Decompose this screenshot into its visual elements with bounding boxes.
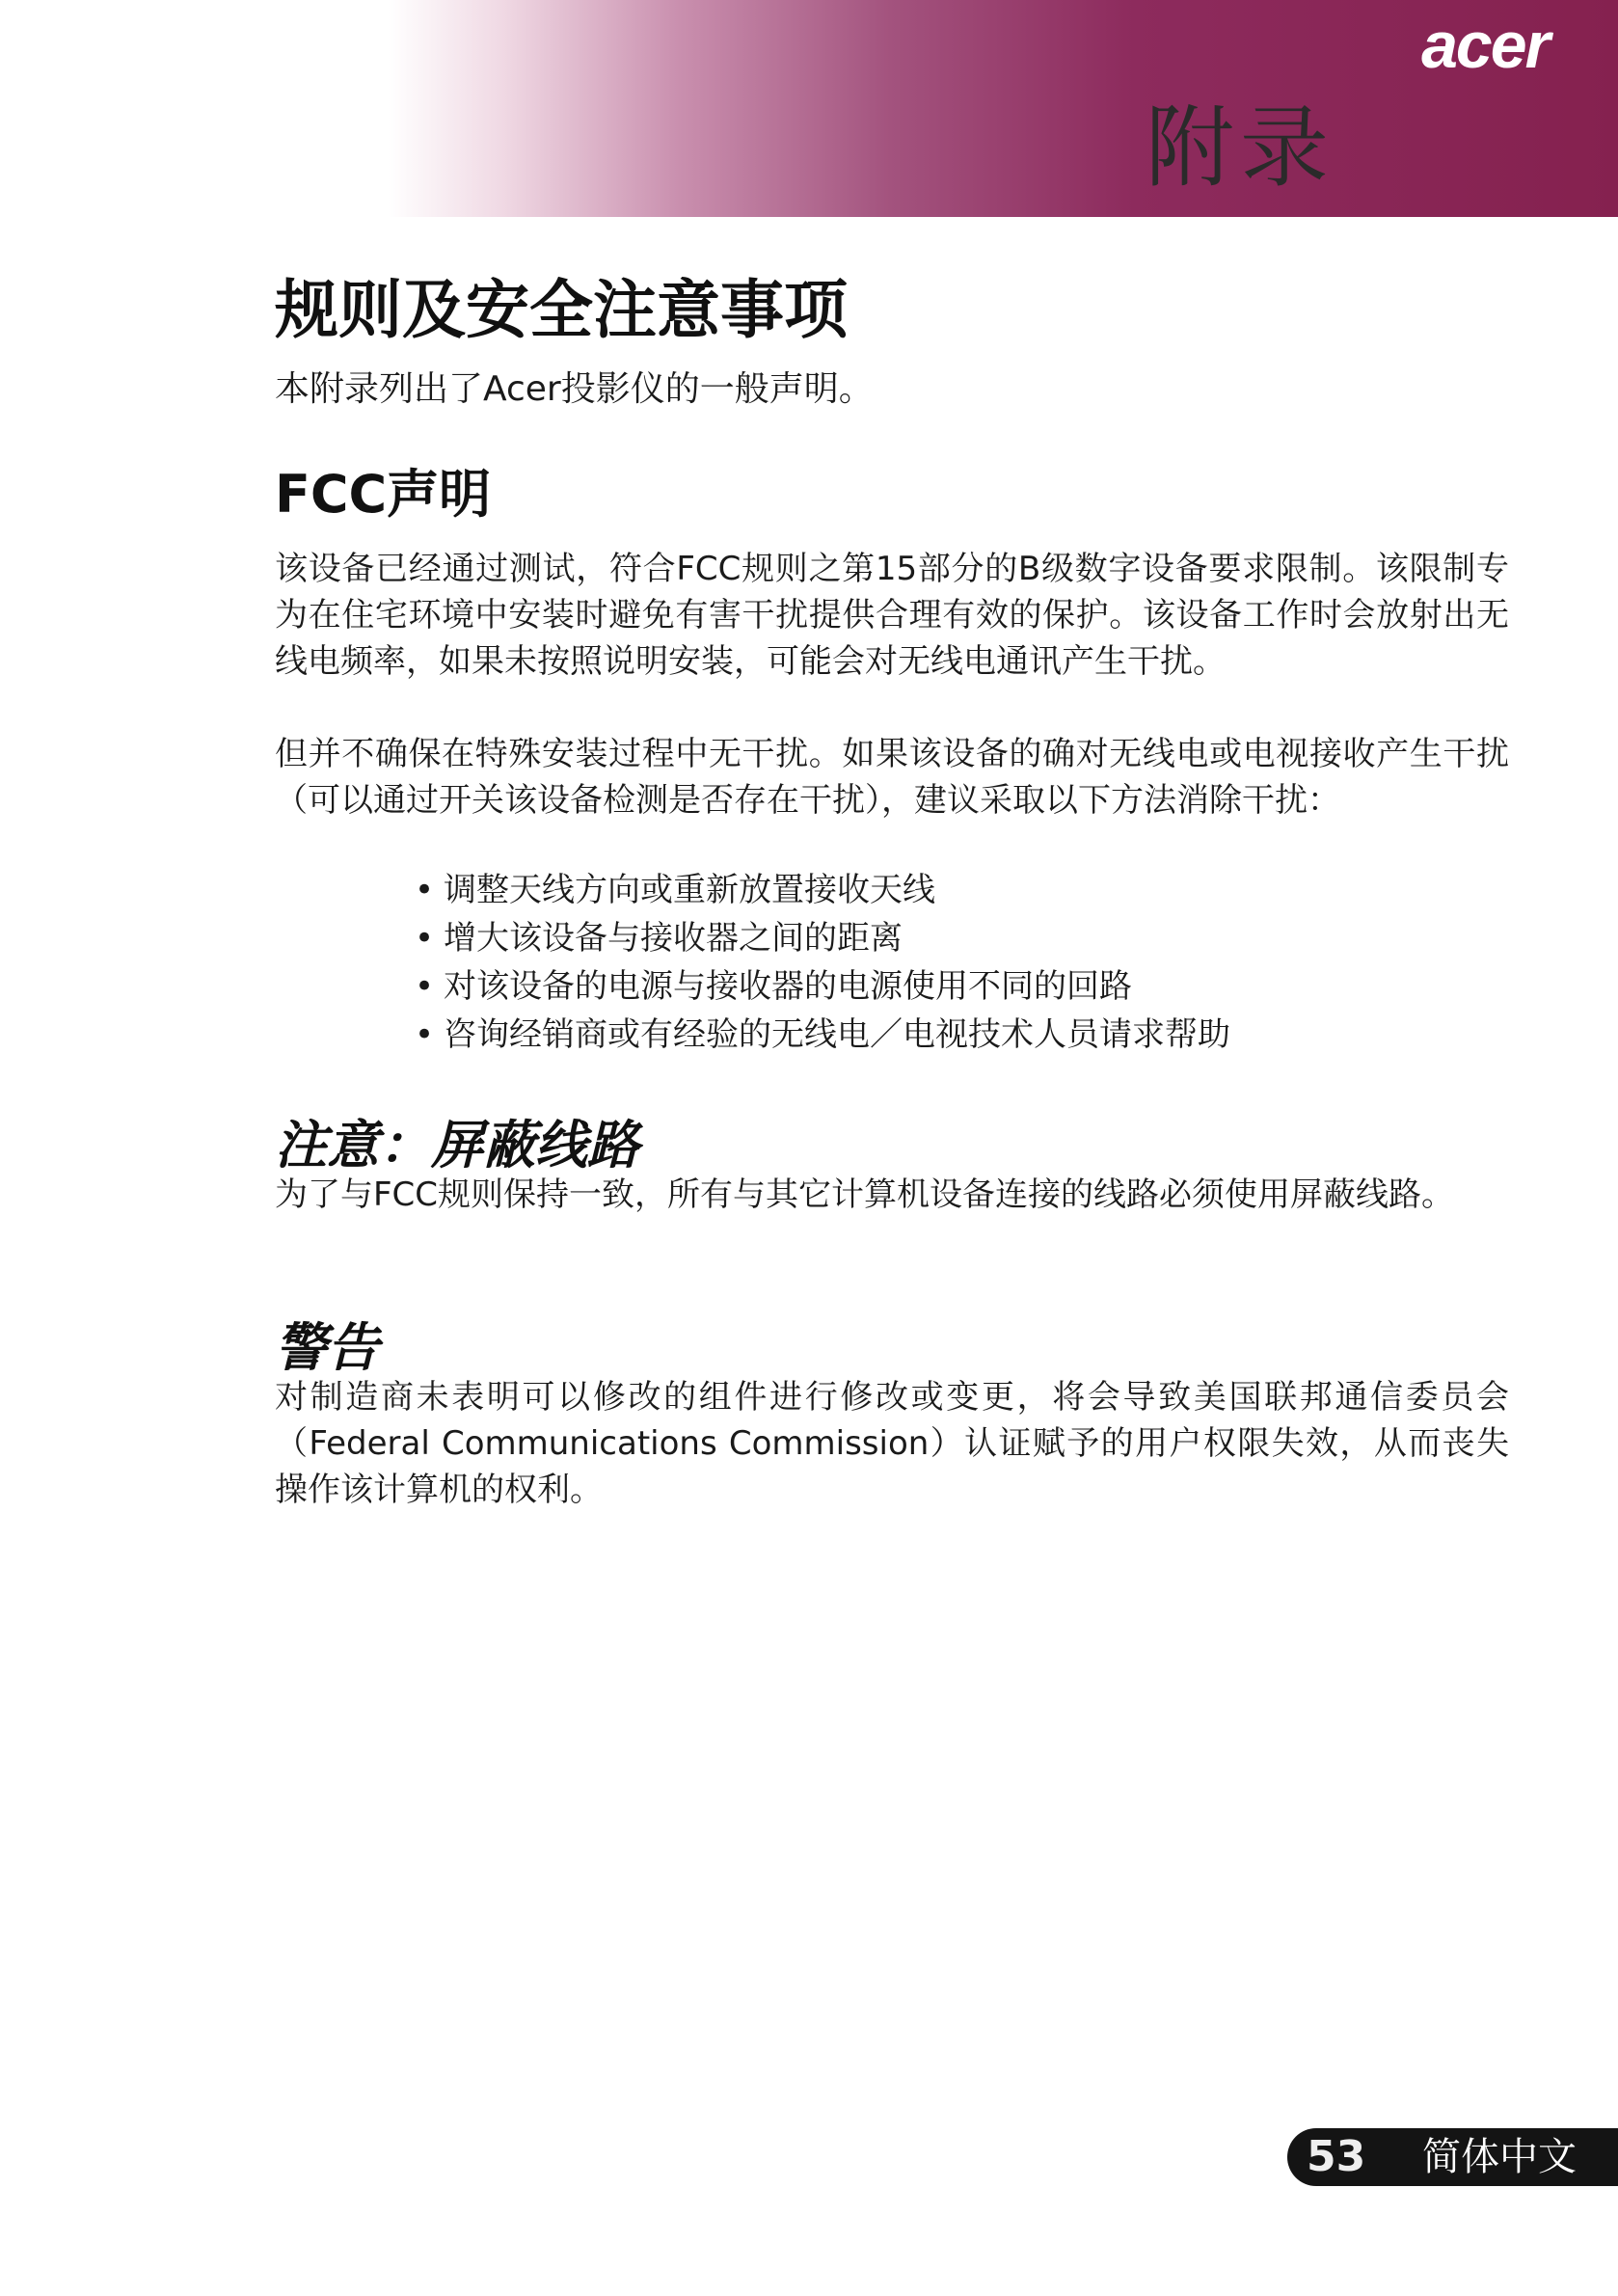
intro-text: 本附录列出了Acer投影仪的一般声明。: [275, 369, 874, 409]
page-title: 规则及安全注意事项: [275, 273, 848, 347]
remedy-list: [415, 866, 1230, 1059]
acer-logo: acer: [1421, 9, 1549, 82]
list-item: • 对该设备的电源与接收器的电源使用不同的回路: [415, 962, 1230, 1011]
fcc-heading: FCC声明: [275, 464, 492, 525]
fcc-paragraph-2: 但并不确保在特殊安装过程中无干扰。如果该设备的确对无线电或电视接收产生干扰（可以通过开关该设备检测是否存在干扰），建议采取以下方法消除干扰：: [275, 735, 1509, 820]
footer-language: 简体中文: [1422, 2135, 1577, 2179]
notice-text: 为了与FCC规则保持一致，所有与其它计算机设备连接的线路必须使用屏蔽线路。: [275, 1175, 1455, 1214]
header-band: [0, 0, 1618, 217]
list-item: • 调整天线方向或重新放置接收天线: [415, 866, 1230, 914]
fcc-paragraph-1: 该设备已经通过测试，符合FCC规则之第15部分的B级数字设备要求限制。该限制专为在住宅环境中安装时避免有害干扰提供合理有效的保护。该设备工作时会放射出无线电频率，如果未按照说明安装，可能会对无线电通讯产生干扰。: [275, 550, 1509, 681]
page-number: 53: [1307, 2132, 1366, 2181]
chapter-title: 附录: [1146, 96, 1335, 200]
warning-heading: 警告: [275, 1317, 379, 1378]
warning-text: 对制造商未表明可以修改的组件进行修改或变更，将会导致美国联邦通信委员会（Federal Communications Commission）认证赋予的用户权限失效，从而丧失操作该计算机的权利。: [275, 1378, 1509, 1509]
list-item: • 增大该设备与接收器之间的距离: [415, 914, 1230, 962]
notice-heading: 注意：屏蔽线路: [275, 1115, 639, 1175]
list-item: • 咨询经销商或有经验的无线电／电视技术人员请求帮助: [415, 1011, 1230, 1059]
